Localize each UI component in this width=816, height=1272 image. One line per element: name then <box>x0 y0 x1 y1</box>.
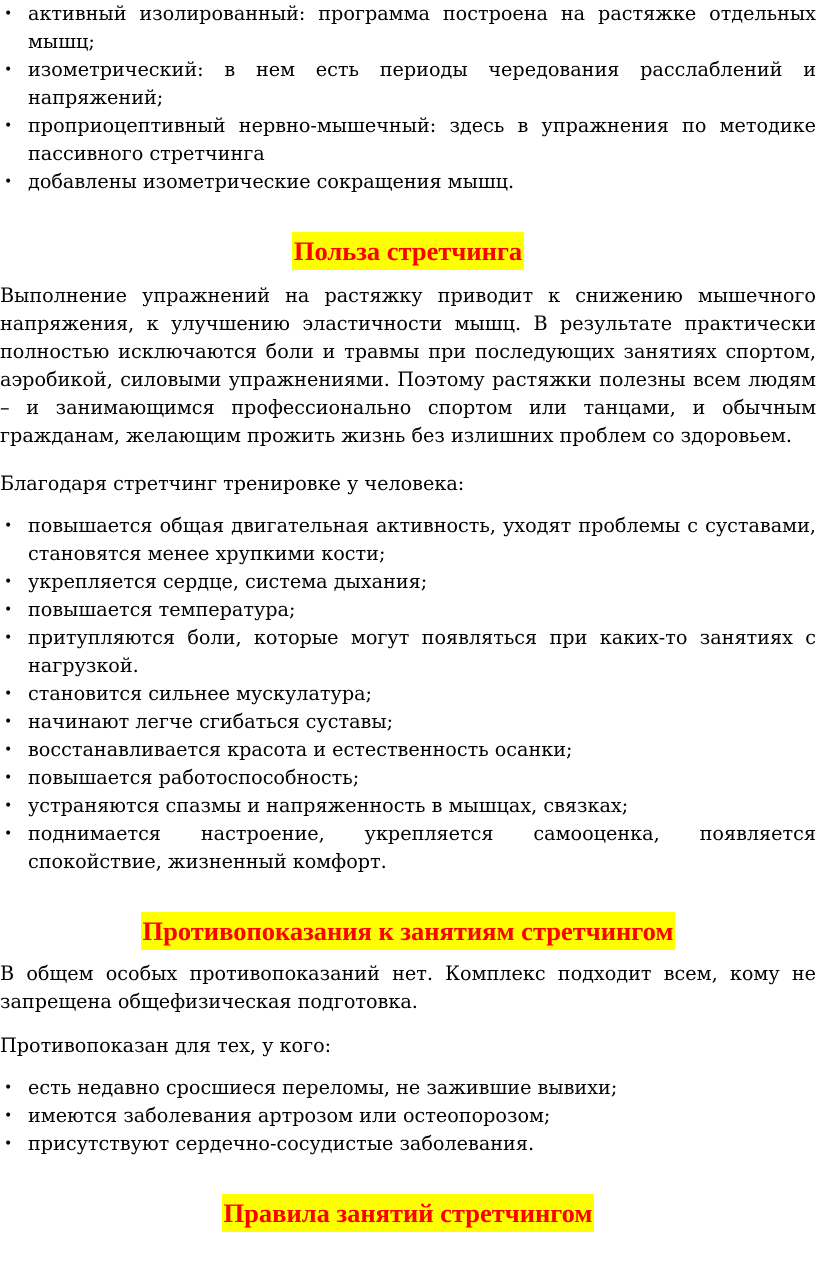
list-item: • добавлены изометрические сокращения мышц. <box>0 168 816 196</box>
contraindications-list <box>0 1074 816 1158</box>
list-item: • повышается температура; <box>0 596 816 624</box>
list-item: • укрепляется сердце, система дыхания; <box>0 568 816 596</box>
benefits-heading: Польза стретчинга <box>292 232 524 270</box>
list-item: • повышается общая двигательная активность, уходят проблемы с суставами, становятся менее хрупкими кости; <box>0 512 816 568</box>
contraindications-heading-container <box>0 912 816 950</box>
list-item: • имеются заболевания артрозом или остеопорозом; <box>0 1102 816 1130</box>
list-item: • проприоцептивный нервно-мышечный: здесь в упражнения по методике пассивного стретчинга <box>0 112 816 168</box>
list-item: • восстанавливается красота и естественность осанки; <box>0 736 816 764</box>
list-item: • становится сильнее мускулатура; <box>0 680 816 708</box>
benefits-heading-container <box>0 232 816 270</box>
list-item: • присутствуют сердечно-сосудистые заболевания. <box>0 1130 816 1158</box>
contraindications-heading: Противопоказания к занятиям стретчингом <box>141 912 676 950</box>
list-item: • есть недавно сросшиеся переломы, не зажившие вывихи; <box>0 1074 816 1102</box>
benefits-list <box>0 512 816 876</box>
rules-heading-container <box>0 1194 816 1232</box>
rules-heading: Правила занятий стретчингом <box>222 1194 595 1232</box>
contraindications-paragraph: В общем особых противопоказаний нет. Комплекс подходит всем, кому не запрещена общефизическая подготовка. <box>0 962 816 1013</box>
stretching-types-list <box>0 0 816 196</box>
list-item: • изометрический: в нем есть периоды чередования расслаблений и напряжений; <box>0 56 816 112</box>
list-item: • активный изолированный: программа построена на растяжке отдельных мышц; <box>0 0 816 56</box>
benefits-paragraph: Выполнение упражнений на растяжку приводит к снижению мышечного напряжения, к улучшению эластичности мышц. В результате практически полностью исключаются боли и травмы при последующих занятиях спортом, аэробикой, силовыми упражнениями. Поэтому растяжки полезны всем людям – и занимающимся профессионально спортом или танцами, и обычным гражданам, желающим прожить жизнь без излишних проблем со здоровьем. <box>0 284 816 447</box>
list-item: • устраняются спазмы и напряженность в мышцах, связках; <box>0 792 816 820</box>
benefits-intro-paragraph: Благодаря стретчинг тренировке у человека: <box>0 472 465 495</box>
list-item: • поднимается настроение, укрепляется самооценка, появляется спокойствие, жизненный комфорт. <box>0 820 816 876</box>
list-item: • начинают легче сгибаться суставы; <box>0 708 816 736</box>
list-item: • притупляются боли, которые могут появляться при каких-то занятиях с нагрузкой. <box>0 624 816 680</box>
contraindications-intro-paragraph: Противопоказан для тех, у кого: <box>0 1034 332 1057</box>
list-item: • повышается работоспособность; <box>0 764 816 792</box>
